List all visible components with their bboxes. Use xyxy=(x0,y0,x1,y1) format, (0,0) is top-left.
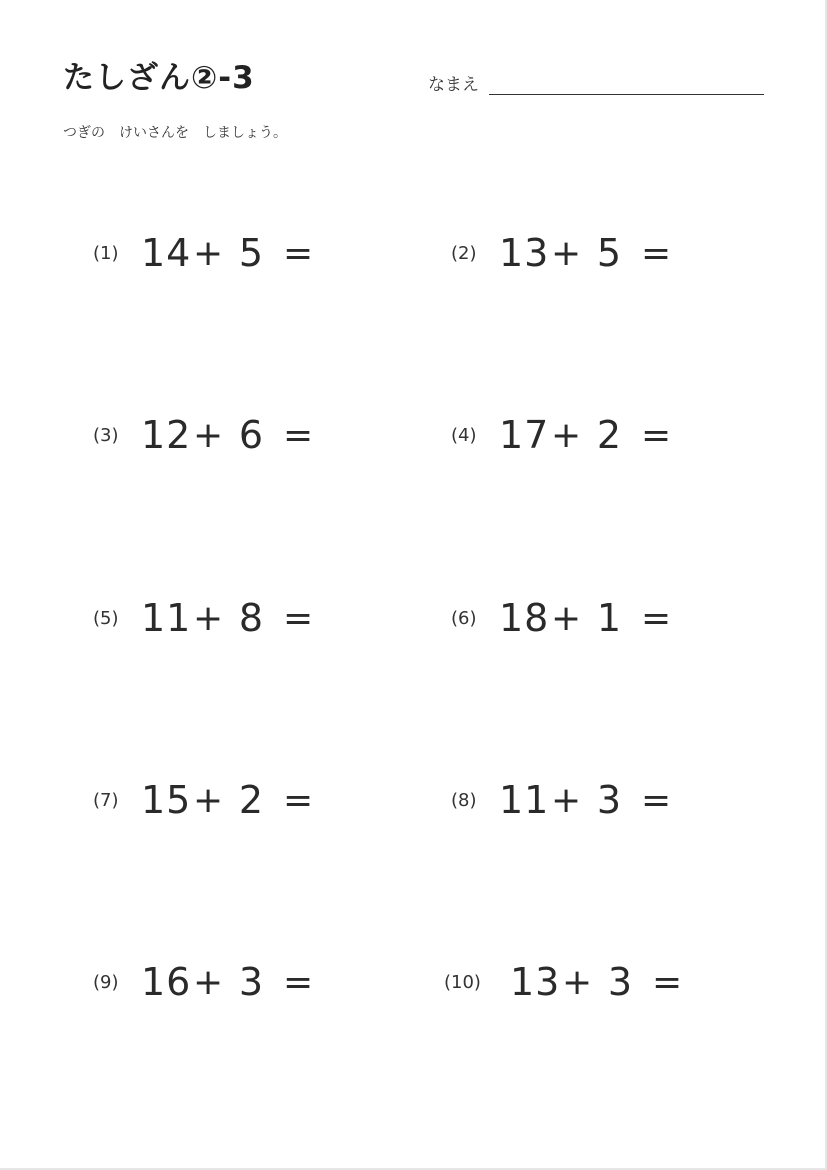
problem-number: (4) xyxy=(451,424,477,446)
problem-4 xyxy=(451,410,671,460)
second-addend: 3 xyxy=(607,960,633,1004)
equals-sign: = xyxy=(641,232,672,274)
first-addend: 12 xyxy=(141,413,192,457)
second-addend: 3 xyxy=(596,778,622,822)
plus-sign: + xyxy=(551,597,582,639)
plus-sign: + xyxy=(193,414,224,456)
plus-sign: + xyxy=(193,232,224,274)
equals-sign: = xyxy=(283,597,314,639)
problem-number: (7) xyxy=(93,789,119,811)
problem-8 xyxy=(451,775,671,825)
equals-sign: = xyxy=(283,779,314,821)
first-addend: 18 xyxy=(499,596,550,640)
problem-6 xyxy=(451,593,671,643)
problem-5 xyxy=(93,593,313,643)
equals-sign: = xyxy=(641,779,672,821)
first-addend: 17 xyxy=(499,413,550,457)
second-addend: 2 xyxy=(596,413,622,457)
name-label: なまえ xyxy=(428,75,479,95)
name-write-line xyxy=(489,94,764,95)
problem-3 xyxy=(93,410,313,460)
second-addend: 2 xyxy=(238,778,264,822)
first-addend: 13 xyxy=(510,960,561,1004)
equals-sign: = xyxy=(652,961,683,1003)
plus-sign: + xyxy=(193,779,224,821)
plus-sign: + xyxy=(551,414,582,456)
second-addend: 5 xyxy=(596,231,622,275)
first-addend: 11 xyxy=(499,778,550,822)
problem-7 xyxy=(93,775,313,825)
plus-sign: + xyxy=(193,597,224,639)
equals-sign: = xyxy=(641,414,672,456)
second-addend: 8 xyxy=(238,596,264,640)
problem-number: (3) xyxy=(93,424,119,446)
problem-9 xyxy=(93,957,313,1007)
problem-number: (8) xyxy=(451,789,477,811)
problem-number: (10) xyxy=(444,971,481,993)
problem-1 xyxy=(93,228,313,278)
problem-number: (9) xyxy=(93,971,119,993)
second-addend: 6 xyxy=(238,413,264,457)
equals-sign: = xyxy=(283,232,314,274)
problem-number: (6) xyxy=(451,607,477,629)
first-addend: 11 xyxy=(141,596,192,640)
first-addend: 15 xyxy=(141,778,192,822)
first-addend: 14 xyxy=(141,231,192,275)
first-addend: 16 xyxy=(141,960,192,1004)
equals-sign: = xyxy=(283,961,314,1003)
plus-sign: + xyxy=(562,961,593,1003)
plus-sign: + xyxy=(551,232,582,274)
problem-number: (2) xyxy=(451,242,477,264)
second-addend: 3 xyxy=(238,960,264,1004)
equals-sign: = xyxy=(283,414,314,456)
problem-2 xyxy=(451,228,671,278)
equals-sign: = xyxy=(641,597,672,639)
second-addend: 5 xyxy=(238,231,264,275)
problem-number: (5) xyxy=(93,607,119,629)
instruction-text: つぎの けいさんを しましょう。 xyxy=(63,125,287,141)
problem-number: (1) xyxy=(93,242,119,264)
first-addend: 13 xyxy=(499,231,550,275)
plus-sign: + xyxy=(551,779,582,821)
second-addend: 1 xyxy=(596,596,622,640)
worksheet-title: たしざん②-3 xyxy=(63,60,255,96)
plus-sign: + xyxy=(193,961,224,1003)
problem-10 xyxy=(444,957,682,1007)
